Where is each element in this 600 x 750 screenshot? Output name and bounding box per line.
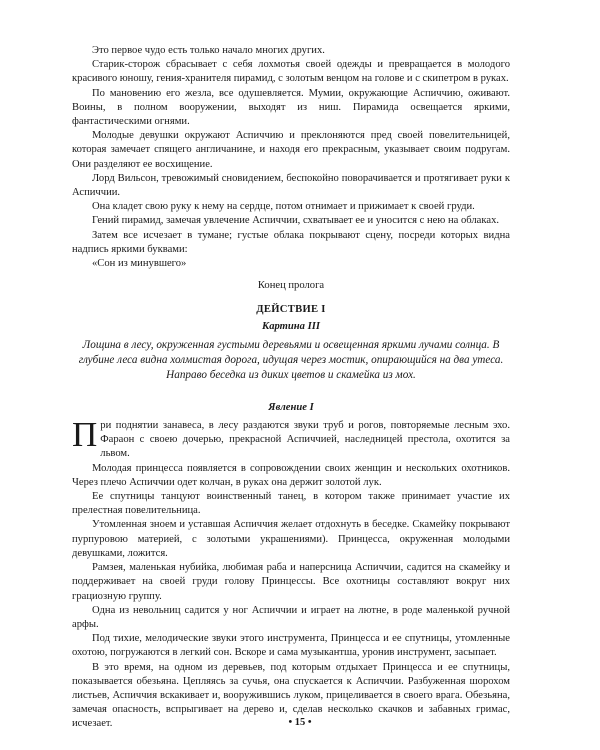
paragraph: Лорд Вильсон, тревожимый сновидением, беспокойно поворачивается и протягивает руки к Аспиччии. [72, 172, 510, 199]
page-number: • 15 • [288, 717, 312, 728]
paragraph: Она кладет свою руку к нему на сердце, потом отнимает и прижимает к своей груди. [92, 201, 475, 213]
drop-cap: П [72, 415, 98, 455]
paragraph: Под тихие, мелодические звуки этого инструмента, Принцесса и ее спутницы, утомленные охотою, погружаются в легкий сон. Вскоре и сама музыкантша, уронив инструмент, засыпает. [72, 633, 510, 659]
stage-direction-line: Лощина в лесу, окруженная густыми деревьями и освещенная яркими лучами солнца. [82, 338, 490, 351]
drop-cap-paragraph-text: ри поднятии занавеса, в лесу раздаются звуки труб и рогов, повторяемые лесным эхо. Фараон с своею дочерью, прекрасной Аспиччией, наследницей престола, охотится за львом. [100, 420, 510, 460]
paragraph: Молодая принцесса появляется в сопровождении своих женщин и нескольких охотников. Через плечо Аспиччии одет колчан, в руках она держит золотой лук. [72, 462, 510, 488]
paragraph: В это время, на одном из деревьев, под которым отдыхает Принцесса и ее спутницы, показывается обезьяна. Цепляясь за сучья, она спускается к Аспиччии. Разбуженная шорохом листьев, Аспиччия вскакивает и, вооружившись луком, прицеливается в своего врага. Обезьяна, замечая опасность, вспрыгивает на дерево и, сделав несколько скачков и забавных гримас, исчезает. [72, 661, 510, 730]
paragraph-with-drop-cap [72, 415, 510, 462]
stage-direction [72, 338, 510, 383]
paragraph: Старик-сторож сбрасывает с себя лохмотья своей одежды и превращается в молодого красивого юношу, гения-хранителя пирамид, с золотым венцом на голове и с скипетром в руках. [72, 59, 510, 85]
stage-direction-line: В глубине леса видна холмистая дорога, идущая через мостик, опирающийся на два утеса. Направо беседка из диких цветов и скамейка из мох. [78, 338, 504, 381]
act-title: ДЕЙСТВИЕ I [256, 304, 326, 316]
paragraph: Ее спутницы танцуют воинственный танец, в котором также принимает участие их прелестная повелительница. [72, 491, 510, 517]
end-of-prologue: Конец пролога [257, 280, 325, 292]
paragraph: Это первое чудо есть только начало многих других. [92, 45, 325, 56]
appearance-title: Явление I [268, 401, 314, 413]
inscription: «Сон из минувшего» [92, 258, 187, 270]
paragraph: Одна из невольниц садится у ног Аспиччии и играет на лютне, в роде маленькой ручной арфы. [72, 604, 510, 630]
paragraph: Затем все исчезает в тумане; густые облака покрывают сцену, посреди которых видна надпись яркими буквами: [72, 229, 510, 255]
scene-title: Картина III [262, 320, 320, 332]
paragraph: Утомленная зноем и уставшая Аспиччия желает отдохнуть в беседке. Скамейку покрывают пурпуровою материей, с золотыми украшениями). Принцесса, окруженная молодыми девушками, ложится. [72, 519, 510, 559]
paragraph: По мановению его жезла, все одушевляется. Мумии, окружающие Аспиччию, оживают. Воины, в полном вооружении, выходят из ниш. Пирамида освещается яркими, фантастическими огнями. [72, 87, 510, 128]
paragraph: Гений пирамид, замечая увлечение Аспиччии, схватывает ее и уносится с нею на облаках. [92, 215, 500, 227]
page-text [72, 44, 510, 732]
paragraph: Молодые девушки окружают Аспиччию и преклоняются пред своей повелительницей, которая замечает спящего англичанине, и находя его прекрасным, указывает своим подругам. Они разделяют ее восхищение. [72, 130, 510, 170]
paragraph: Рамзея, маленькая нубийка, любимая раба и наперсница Аспиччии, садится на скамейку и поддерживает на своей груди голову Принцессы. Все охотницы составляют вокруг них грациозную группу. [72, 562, 510, 602]
